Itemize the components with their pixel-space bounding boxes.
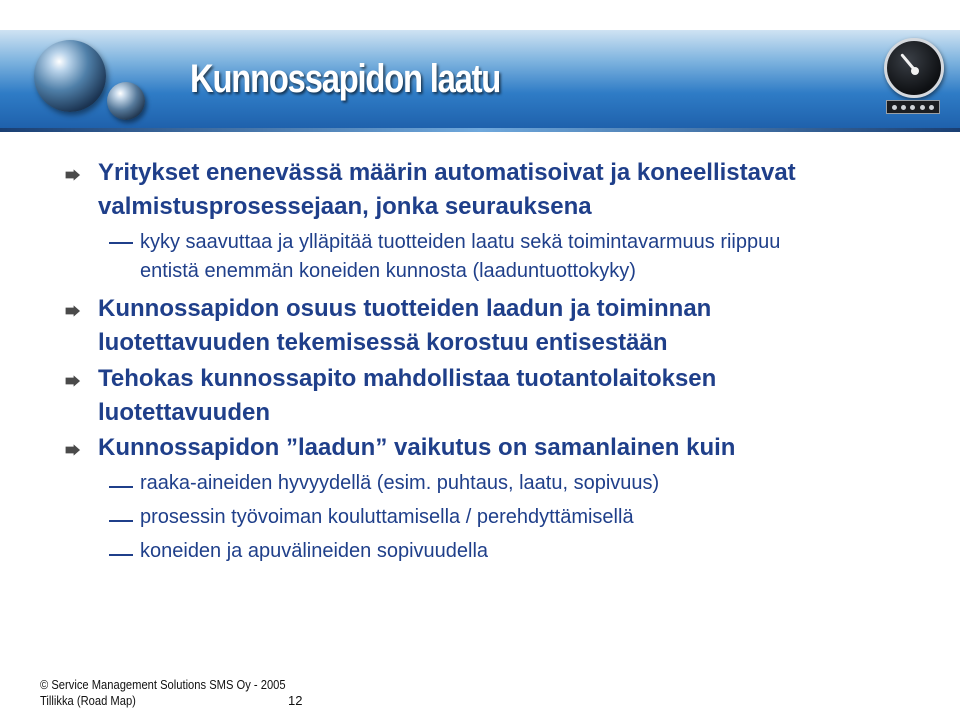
sub-bullet-text: kyky saavuttaa ja ylläpitää tuotteiden laatu sekä toimintavarmuus riippuu entistä enemmän koneiden kunnosta (laaduntuottokyky) (140, 231, 781, 282)
gauge-base-dot (892, 105, 897, 110)
sub-bullet-dash (109, 554, 133, 556)
arrow-bullet-icon (64, 304, 82, 318)
sub-bullet-dash (109, 520, 133, 522)
bullet-text: Kunnossapidon osuus tuotteiden laadun ja toiminnan luotettavuuden tekemisessä korostuu entisestään (98, 295, 712, 356)
gauge-base-dot (920, 105, 925, 110)
bullet-text: Tehokas kunnossapito mahdollistaa tuotantolaitoksen luotettavuuden (98, 365, 717, 426)
sub-bullet-dash (109, 486, 133, 488)
gauge-base-dot (901, 105, 906, 110)
gauge-dial-icon (884, 38, 944, 98)
sub-bullet-dash (109, 242, 133, 244)
sub-bullet-text: prosessin työvoiman kouluttamisella / perehdyttämisellä (140, 506, 634, 528)
sub-bullet-text: raaka-aineiden hyvyydellä (esim. puhtaus, laatu, sopivuus) (140, 472, 660, 494)
slide-title: Kunnossapidon laatu (190, 57, 501, 101)
bullet-text: Yritykset enenevässä määrin automatisoivat ja koneellistavat valmistusprosessejaan, jonka seurauksena (98, 159, 796, 220)
gauge-base-icon (886, 100, 940, 114)
gauge-hub (911, 67, 919, 75)
gauge-base-dot (910, 105, 915, 110)
arrow-bullet-icon (64, 168, 82, 182)
footer-copyright: © Service Management Solutions SMS Oy - 2005 (40, 677, 286, 692)
page-number: 12 (288, 693, 303, 708)
globe-orb-small-icon (107, 82, 145, 120)
bullet-text: Kunnossapidon ”laadun” vaikutus on samanlainen kuin (98, 434, 736, 461)
globe-orb-large-icon (34, 40, 106, 112)
arrow-bullet-icon (64, 443, 82, 457)
gauge-base-dot (929, 105, 934, 110)
sub-bullet-text: koneiden ja apuvälineiden sopivuudella (140, 540, 489, 562)
arrow-bullet-icon (64, 374, 82, 388)
footer-label: Tillikka (Road Map) (40, 693, 136, 708)
